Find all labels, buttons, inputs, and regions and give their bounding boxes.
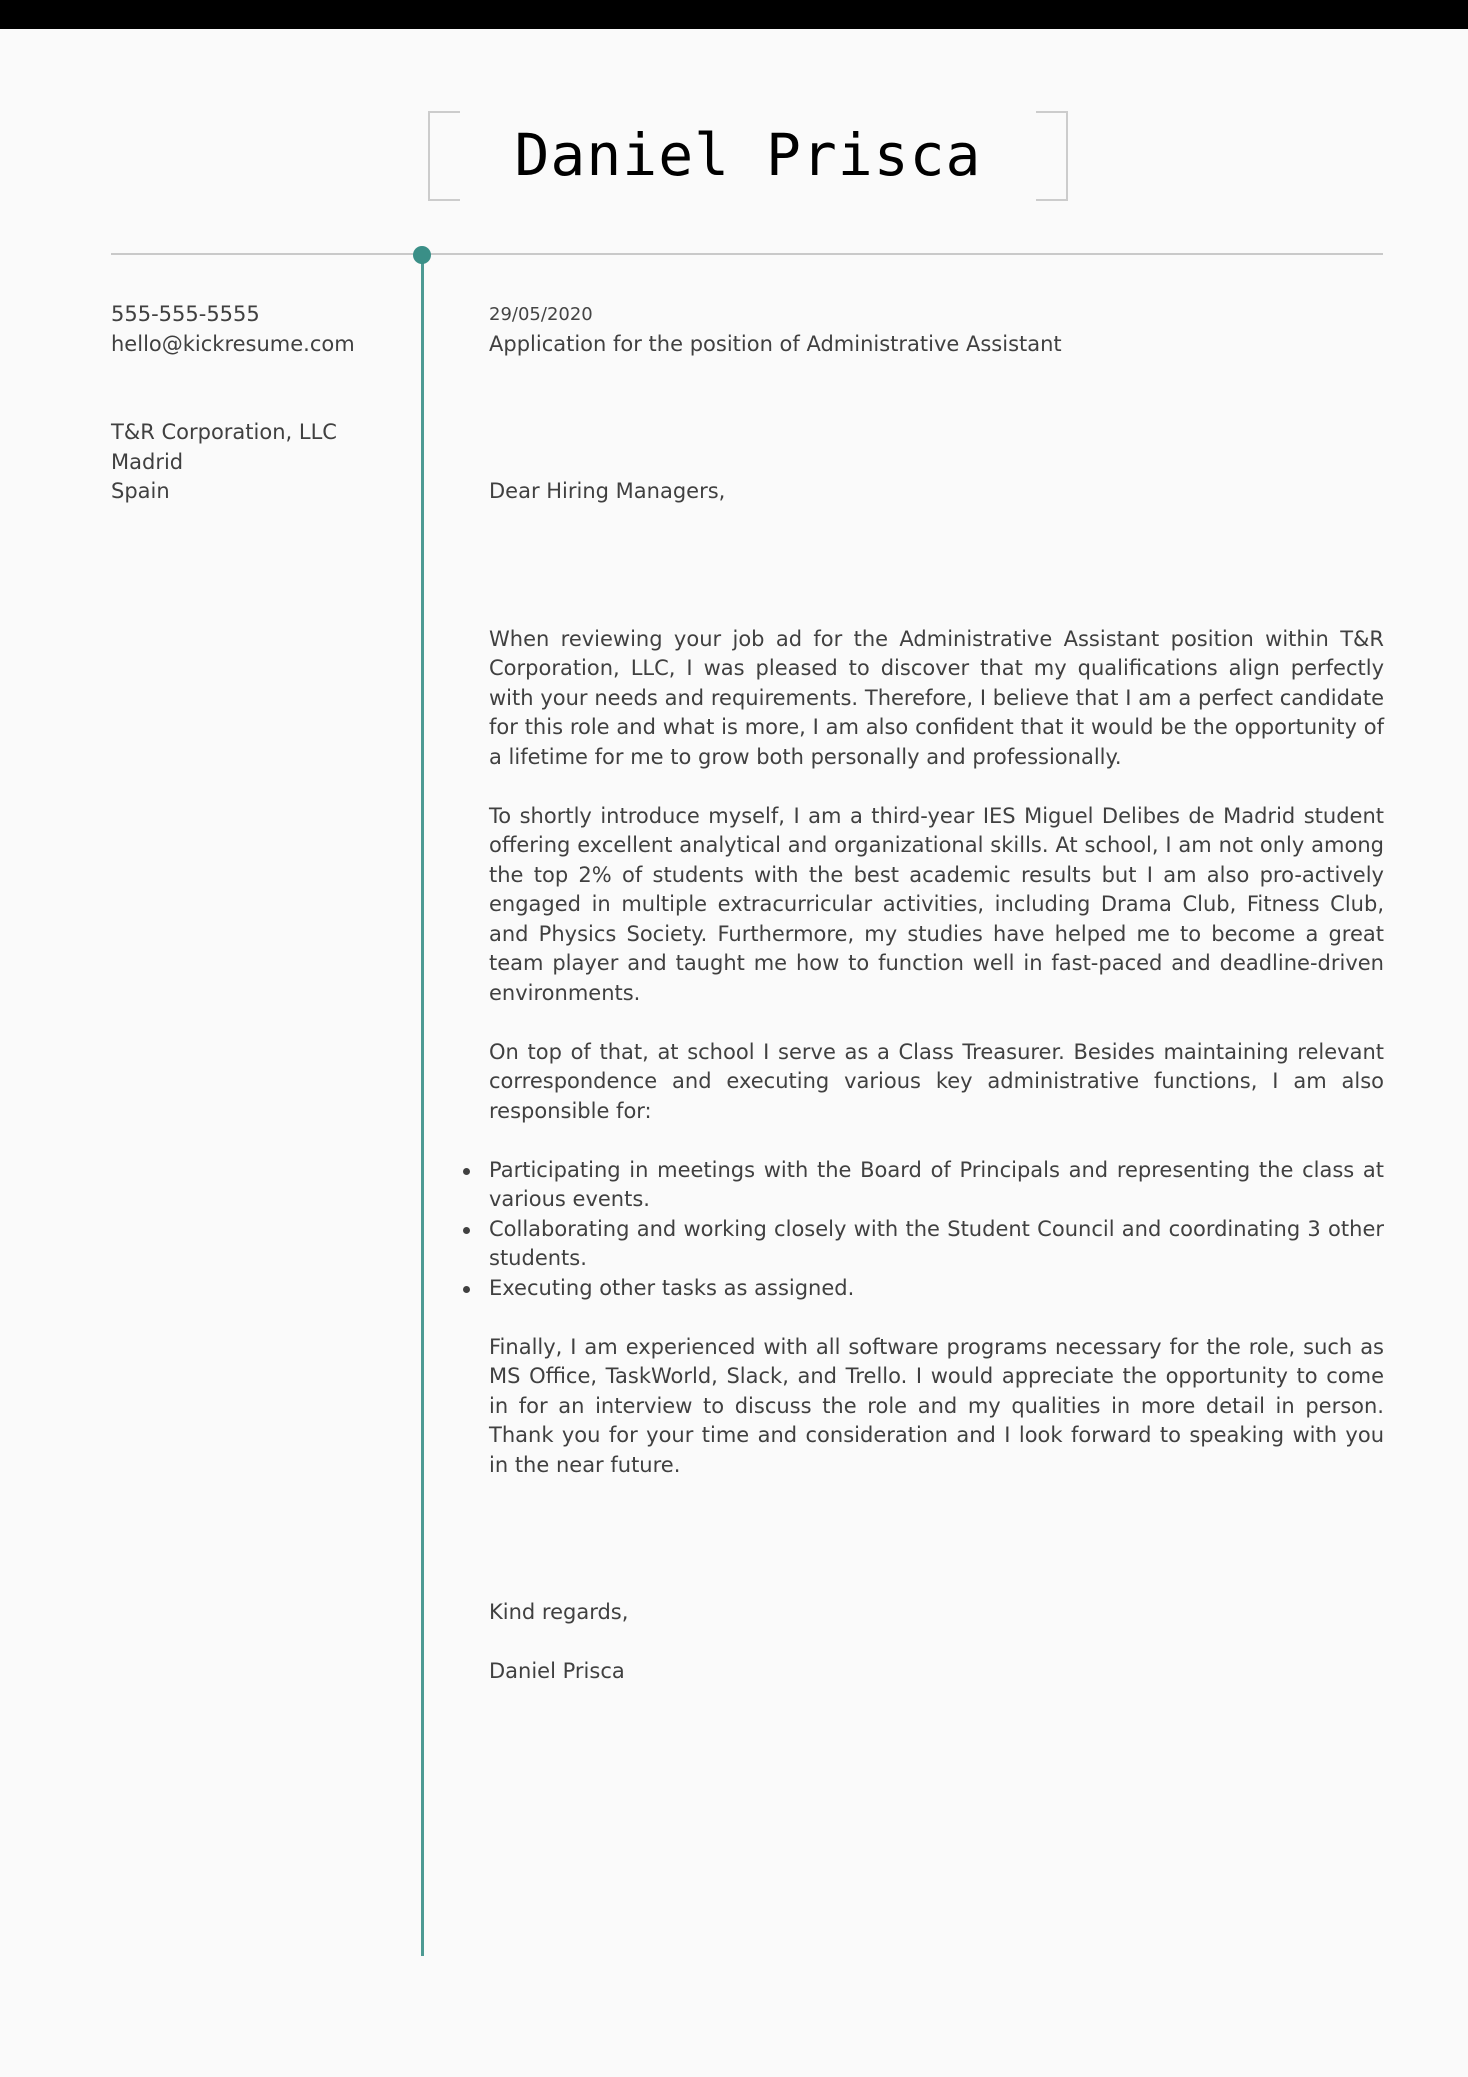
letter-closing: Kind regards,	[489, 1600, 629, 1624]
letter-greeting: Dear Hiring Managers,	[489, 479, 726, 503]
letter-date: 29/05/2020	[489, 304, 593, 325]
list-item	[489, 1215, 1384, 1274]
list-item	[489, 1274, 1384, 1304]
top-bar	[0, 0, 1468, 29]
paragraph-closing: Finally, I am experienced with all software programs necessary for the role, such as MS Office, TaskWorld, Slack, and Trello. I would appreciate the opportunity to come in for an interview to discuss the role and my qualities in more detail in person. Thank you for your time and consideration and I look forward to speaking with you in the near future.	[489, 1334, 1384, 1477]
applicant-name: Daniel Prisca	[514, 121, 982, 189]
recipient-city: Madrid	[111, 449, 184, 474]
responsibilities-list	[489, 1156, 1384, 1304]
letter-signature: Daniel Prisca	[489, 1659, 625, 1683]
bullet-icon	[463, 1227, 470, 1234]
timeline-vertical-line	[421, 255, 424, 1956]
recipient-address	[111, 418, 401, 507]
recipient-country: Spain	[111, 479, 170, 503]
sender-phone: 555-555-5555	[111, 302, 260, 326]
list-item-text: Executing other tasks as assigned.	[489, 1275, 855, 1300]
contact-column	[111, 300, 401, 507]
recipient-company: T&R Corporation, LLC	[111, 420, 337, 444]
header-divider	[111, 253, 1383, 255]
paragraph-about: To shortly introduce myself, I am a third-year IES Miguel Delibes de Madrid student offering excellent analytical and organizational skills. At school, I am not only among the top 2% of students with the best academic results but I am also pro-actively engaged in multiple extracurricular activities, including Drama Club, Fitness Club, and Physics Society. Furthermore, my studies have helped me to become a great team player and taught me how to function well in fast-paced and deadline-driven environments.	[489, 803, 1384, 1005]
list-item-text: Collaborating and working closely with the Student Council and coordinating 3 other students.	[489, 1216, 1384, 1270]
sender-email: hello@kickresume.com	[111, 331, 355, 356]
letter-subject: Application for the position of Administrative Assistant	[489, 331, 1062, 356]
paragraph-responsibilities: On top of that, at school I serve as a Class Treasurer. Besides maintaining relevant correspondence and executing various key administrative functions, I am also responsible for:	[489, 1039, 1384, 1123]
sender-contact	[111, 300, 401, 359]
letter-body	[489, 300, 1384, 1687]
bullet-icon	[463, 1286, 470, 1293]
list-item	[489, 1156, 1384, 1215]
bullet-icon	[463, 1168, 470, 1175]
list-item-text: Participating in meetings with the Board of Principals and representing the class at various events.	[489, 1157, 1384, 1211]
letter-paragraphs	[489, 625, 1384, 1481]
timeline-dot	[413, 246, 431, 264]
paragraph-intro: When reviewing your job ad for the Administrative Assistant position within T&R Corporation, LLC, I was pleased to discover that my qualifications align perfectly with your needs and requirements. Therefore, I believe that I am a perfect candidate for this role and what is more, I am also confident that it would be the opportunity of a lifetime for me to grow both personally and professionally.	[489, 626, 1384, 769]
